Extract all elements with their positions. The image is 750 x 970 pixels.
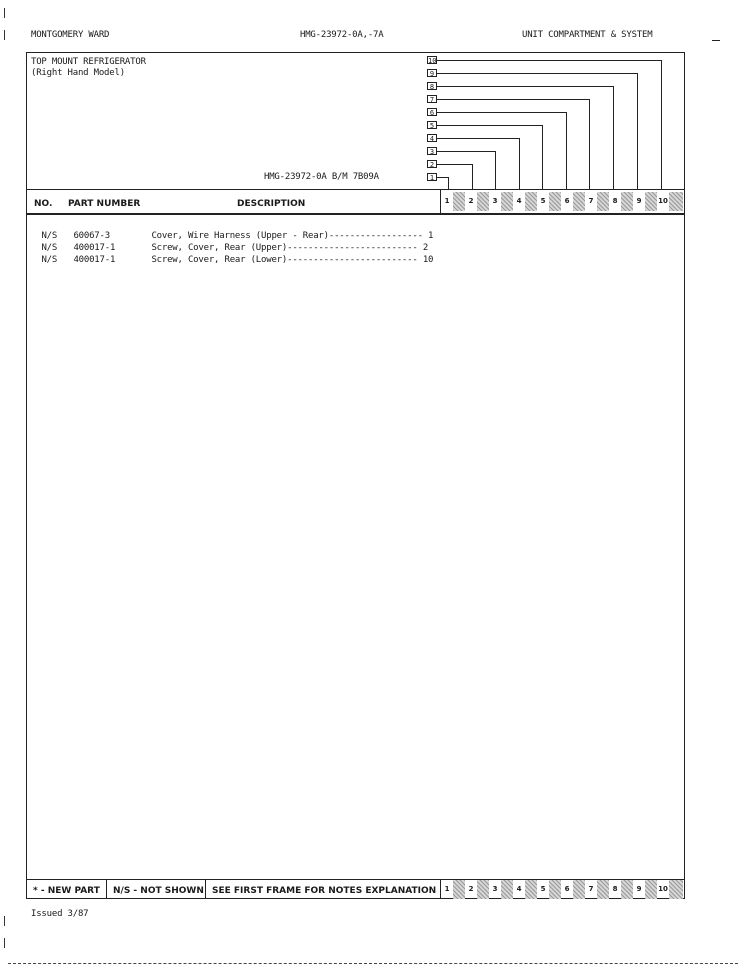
page-bottom-edge (8, 963, 738, 964)
column-shade (669, 880, 683, 899)
ladder-label-5: 5 (427, 121, 437, 129)
column-shade (501, 880, 513, 899)
left-margin-mark (4, 8, 5, 18)
column-shade (573, 192, 585, 211)
ladder-label-4: 4 (427, 134, 437, 142)
column-number-8: 8 (612, 197, 618, 205)
row-leader: ------------------------- (287, 243, 418, 253)
column-shade (453, 192, 465, 211)
ladder-line (437, 99, 589, 100)
column-shade (477, 880, 489, 899)
ladder-line (437, 125, 542, 126)
column-shade (501, 192, 513, 211)
panel-subtitle: (Right Hand Model) (31, 68, 125, 78)
column-number-1: 1 (444, 197, 450, 205)
column-shade (669, 192, 683, 211)
row-description: Screw, Cover, Rear (Upper) (151, 243, 288, 253)
column-shade (597, 880, 609, 899)
row-part-number: 400017-1 (73, 255, 116, 265)
bm-reference: HMG-23972-0A B/M 7B09A (264, 172, 379, 182)
left-margin-mark (4, 938, 5, 948)
column-shade (549, 192, 561, 211)
ladder-label-1: 1 (427, 173, 437, 181)
ladder-line (437, 138, 519, 139)
column-shade (645, 880, 657, 899)
column-shade (573, 880, 585, 899)
ladder-label-3: 3 (427, 147, 437, 155)
legend-new-part: * - NEW PART (33, 886, 100, 896)
ladder-line (437, 86, 613, 87)
column-number-5: 5 (540, 197, 546, 205)
brand-label: MONTGOMERY WARD (31, 30, 110, 40)
column-header-part-number: PART NUMBER (68, 199, 141, 209)
left-margin-mark (4, 30, 5, 40)
ladder-line (589, 99, 590, 189)
column-number-7: 7 (588, 885, 594, 893)
ladder-line (437, 151, 495, 152)
column-shade (549, 880, 561, 899)
panel-title: TOP MOUNT REFRIGERATOR (31, 57, 146, 67)
row-no: N/S (41, 243, 58, 253)
ladder-line (448, 177, 449, 189)
column-number-2: 2 (468, 197, 474, 205)
row-part-number: 60067-3 (73, 231, 110, 241)
row-leader: ------------------------- (287, 255, 418, 265)
ladder-label-10: 10 (428, 57, 437, 65)
ladder-label-9: 9 (427, 69, 437, 77)
ladder-line (495, 151, 496, 189)
ladder-label-8: 8 (427, 82, 437, 90)
column-number-7: 7 (588, 197, 594, 205)
right-margin-mark (712, 40, 720, 41)
model-code: HMG-23972-0A,-7A (300, 30, 384, 40)
ladder-line (472, 164, 473, 189)
table-row (31, 245, 433, 265)
left-margin-mark (4, 916, 5, 926)
row-leader: ------------------ (328, 231, 423, 241)
column-shade (621, 192, 633, 211)
row-no: N/S (41, 255, 58, 265)
column-number-9: 9 (636, 197, 642, 205)
column-header-no: NO. (34, 199, 53, 209)
column-number-5: 5 (540, 885, 546, 893)
ladder-line (613, 86, 614, 189)
column-number-3: 3 (492, 885, 498, 893)
column-number-8: 8 (612, 885, 618, 893)
ladder-line (437, 112, 566, 113)
row-ref: 10 (422, 255, 434, 265)
ladder-label-7: 7 (427, 95, 437, 103)
ladder-line (437, 177, 448, 178)
footer-column-number-strip (441, 880, 685, 899)
legend-notes: SEE FIRST FRAME FOR NOTES EXPLANATION (212, 886, 437, 896)
column-shade (645, 192, 657, 211)
column-shade (621, 880, 633, 899)
column-number-2: 2 (468, 885, 474, 893)
table-header-bottom-rule (26, 213, 685, 215)
row-description: Cover, Wire Harness (Upper - Rear) (151, 231, 329, 241)
ladder-label-6: 6 (427, 108, 437, 116)
row-description: Screw, Cover, Rear (Lower) (151, 255, 288, 265)
table-header-top-rule (26, 189, 685, 190)
ladder-line (437, 73, 637, 74)
column-number-9: 9 (636, 885, 642, 893)
column-number-10: 10 (658, 197, 668, 205)
column-number-3: 3 (492, 197, 498, 205)
column-shade (525, 880, 537, 899)
column-header-description: DESCRIPTION (237, 199, 306, 209)
ladder-line (437, 164, 472, 165)
column-shade (477, 192, 489, 211)
column-shade (597, 192, 609, 211)
row-no: N/S (41, 231, 58, 241)
column-number-4: 4 (516, 197, 522, 205)
column-number-6: 6 (564, 885, 570, 893)
column-number-10: 10 (658, 885, 668, 893)
ladder-line (637, 73, 638, 189)
section-title: UNIT COMPARTMENT & SYSTEM (522, 30, 653, 40)
footer-divider (205, 879, 206, 899)
row-ref: 2 (422, 243, 429, 253)
row-part-number: 400017-1 (73, 243, 116, 253)
column-number-strip (441, 192, 685, 211)
ladder-label-2: 2 (427, 160, 437, 168)
issued-date: Issued 3/87 (31, 909, 89, 919)
row-ref: 1 (428, 231, 434, 241)
footer-divider (106, 879, 107, 899)
column-shade (525, 192, 537, 211)
ladder-line (661, 60, 662, 189)
column-number-4: 4 (516, 885, 522, 893)
ladder-line (519, 138, 520, 189)
column-shade (453, 880, 465, 899)
column-number-1: 1 (444, 885, 450, 893)
column-number-6: 6 (564, 197, 570, 205)
ladder-line (542, 125, 543, 189)
legend-not-shown: N/S - NOT SHOWN (113, 886, 204, 896)
ladder-line (437, 60, 661, 61)
ladder-line (566, 112, 567, 189)
